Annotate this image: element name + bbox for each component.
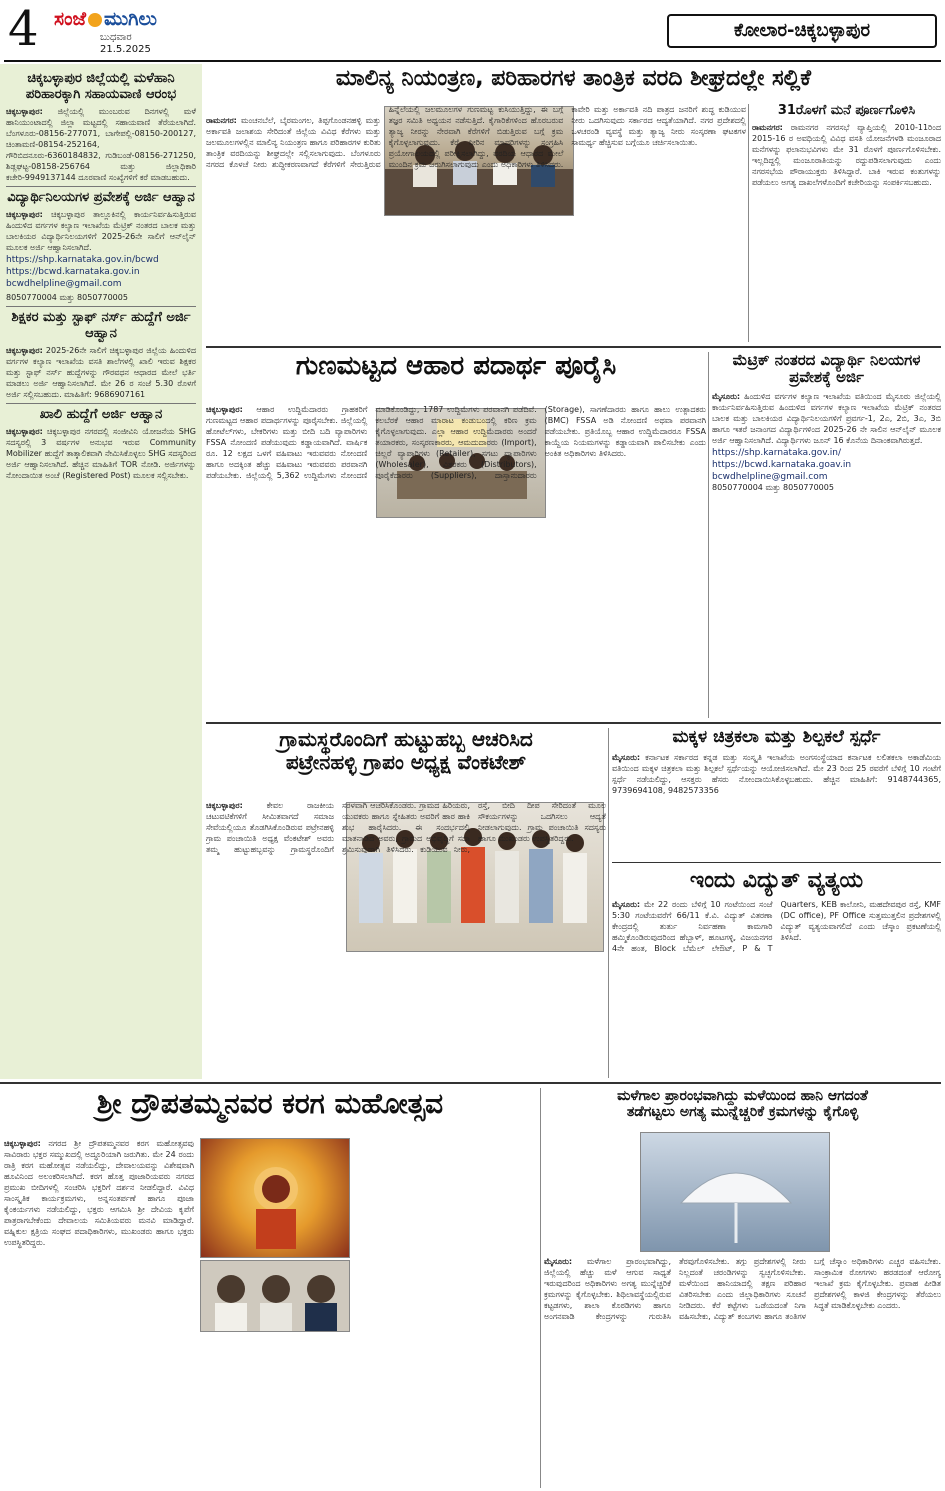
rain-body bbox=[544, 1256, 941, 1488]
rain-headline-1: ಮಳೆಗಾಲ ಪ್ರಾರಂಭವಾಗಿದ್ದು ಮಳೆಯಿಂದ ಹಾನಿ ಆಗದಂತೆ bbox=[617, 1088, 868, 1104]
deity-image bbox=[201, 1139, 350, 1258]
article-text: ರಾಮನಗರ ನಗರಸಭೆ ವ್ಯಾಪ್ತಿಯಲ್ಲಿ 2010-11ರಿಂದ 2015-16 ರ ಅವಧಿಯಲ್ಲಿ ವಿವಿಧ ವಸತಿ ಯೋಜನೆಗಳಡಿ ಮಂಜೂರಾದ ಮನೆಗಳನ್ನು ಫಲಾನುಭವಿಗಳು ಮೇ 31 ರೊಳಗೆ ಪೂರ್ಣಗೊಳಿಸಬೇಕು. ಇಲ್ಲದಿದ್ದಲ್ಲಿ ಮಂಜೂರಾತಿಯನ್ನು ರದ್ದುಪಡಿಸಲಾಗುವುದು ಎಂದು ನಗರಸಭೆಯ ಪೌರಾಯುಕ್ತರು ತಿಳಿಸಿದ್ದಾರೆ. ಬಾಕಿ ಇರುವ ಕಂತುಗಳನ್ನು ಪಡೆಯಲು ಅಗತ್ಯ ದಾಖಲೆಗಳೊಂದಿಗೆ ಕಚೇರಿಯನ್ನು ಸಂಪರ್ಕಿಸಬಹುದು. bbox=[752, 122, 941, 187]
column-divider bbox=[540, 1088, 541, 1488]
left-sidebar bbox=[0, 64, 202, 1079]
section-rule bbox=[0, 1082, 941, 1084]
postmatric-headline: ಮೆಟ್ರಿಕ್ ನಂತರದ ವಿದ್ಯಾರ್ಥಿ ನಿಲಯಗಳ ಪ್ರವೇಶಕ್ಕೆ ಅರ್ಜಿ bbox=[732, 352, 921, 387]
dateline: ರಾಮನಗರ: bbox=[206, 116, 237, 125]
masthead bbox=[4, 2, 941, 60]
section-title: ಕೋಲಾರ-ಚಿಕ್ಕಬಳ್ಳಾಪುರ bbox=[667, 14, 937, 48]
sidebar-vacancy-body bbox=[6, 426, 196, 481]
food-article bbox=[206, 352, 706, 718]
hostel-email[interactable]: bcwdhelpline@gmail.com bbox=[6, 279, 122, 289]
village-body bbox=[206, 800, 606, 1078]
dateline: ಮೈಸೂರು: bbox=[544, 1257, 573, 1266]
dateline: ಚಿಕ್ಕಬಳ್ಳಾಪುರ: bbox=[206, 405, 243, 414]
dateline: ಚಿಕ್ಕಬಳ್ಳಾಪುರ: bbox=[4, 1139, 41, 1148]
sidebar-hostel-body bbox=[6, 209, 196, 253]
housing-article bbox=[752, 104, 941, 342]
art-body bbox=[612, 752, 941, 796]
sidebar-nurse-title: ಶಿಕ್ಷಕರ ಮತ್ತು ಸ್ಟಾಫ್ ನರ್ಸ್ ಹುದ್ದೆಗೆ ಅರ್ಜಿ ಆಹ್ವಾನ bbox=[11, 310, 191, 341]
festival-article bbox=[4, 1088, 536, 1488]
divider bbox=[6, 403, 196, 404]
article-text: ಹಿಂದುಳಿದ ವರ್ಗಗಳ ಕಲ್ಯಾಣ ಇಲಾಖೆಯ ವತಿಯಿಂದ ಮೈಸೂರು ಜಿಲ್ಲೆಯಲ್ಲಿ ಕಾರ್ಯನಿರ್ವಹಿಸುತ್ತಿರುವ ಹಿಂದುಳಿದ ವರ್ಗಗಳ ಕಲ್ಯಾಣ ಇಲಾಖೆಯ ಮೆಟ್ರಿಕ್ ನಂತರದ ಬಾಲಕ ಮತ್ತು ಬಾಲಕಿಯರ ವಿದ್ಯಾರ್ಥಿನಿಲಯಗಳಿಗೆ ಪ್ರವರ್ಗ-1, 2ಎ, 2ಬಿ, 3ಎ, 3ಬಿ ಹಾಗೂ ಇತರೆ ಜನಾಂಗದ ವಿದ್ಯಾರ್ಥಿಗಳಿಂದ 2025-26 ನೇ ಸಾಲಿನ ಆನ್‌ಲೈನ್ ಮೂಲಕ ಅರ್ಜಿ ಆಹ್ವಾನಿಸಲಾಗಿದೆ. ವಿದ್ಯಾರ್ಥಿಗಳು ಜೂನ್ 16 ಕೊನೆಯ ದಿನಾಂಕವಾಗಿರುತ್ತದೆ. bbox=[712, 391, 941, 445]
article-text: ಚಿಕ್ಕಬಳ್ಳಾಪುರ ತಾಲ್ಲೂಕಿನಲ್ಲಿ ಕಾರ್ಯನಿರ್ವಹಿಸುತ್ತಿರುವ ಹಿಂದುಳಿದ ವರ್ಗಗಳ ಕಲ್ಯಾಣ ಇಲಾಖೆಯ ಮೆಟ್ರಿಕ್ ನಂತರದ ಬಾಲಕ ಮತ್ತು ಬಾಲಕಿಯರ ವಿದ್ಯಾರ್ಥಿನಿಲಯಗಳಿಗೆ 2025-26ನೇ ಸಾಲಿಗೆ ಆನ್‌ಲೈನ್ ಮೂಲಕ ಅರ್ಜಿ ಆಹ್ವಾನಿಸಲಾಗಿದೆ. bbox=[6, 210, 196, 252]
dateline: ಚಿಕ್ಕಬಳ್ಳಾಪುರ: bbox=[6, 346, 43, 355]
village-headline-1: ಗ್ರಾಮಸ್ಥರೊಂದಿಗೆ ಹುಟ್ಟುಹಬ್ಬ ಆಚರಿಸಿದ bbox=[279, 728, 533, 751]
postmatric-article bbox=[712, 352, 941, 718]
column-divider bbox=[748, 104, 749, 342]
dateline: ಮೈಸೂರು: bbox=[612, 900, 641, 910]
brand-part-1: ಸಂಜೆ bbox=[54, 8, 87, 30]
art-headline: ಮಕ್ಕಳ ಚಿತ್ರಕಲಾ ಮತ್ತು ಶಿಲ್ಪಕಲೆ ಸ್ಪರ್ಧೆ bbox=[672, 728, 881, 747]
lead-headline-box bbox=[206, 66, 941, 102]
divider bbox=[6, 186, 196, 187]
rain-photo bbox=[640, 1132, 830, 1252]
article-text: ಕರ್ನಾಟಕ ಸರ್ಕಾರದ ಕನ್ನಡ ಮತ್ತು ಸಂಸ್ಕೃತಿ ಇಲಾಖೆಯ ಅಂಗಸಂಸ್ಥೆಯಾದ ಕರ್ನಾಟಕ ಲಲಿತಕಲಾ ಅಕಾಡೆಮಿಯ ವತಿಯಿಂದ ಮಕ್ಕಳ ಚಿತ್ರಕಲಾ ಮತ್ತು ಶಿಲ್ಪಕಲೆ ಸ್ಪರ್ಧೆಯನ್ನು ಆಯೋಜಿಸಲಾಗಿದೆ. ಮೇ 23 ರಿಂದ 25 ರವರೆಗೆ ಬೆಳಿಗ್ಗೆ 10 ಗಂಟೆಗೆ ಸ್ಪರ್ಧೆ ನಡೆಯಲಿದ್ದು, ಆಸಕ್ತರು ಹೆಸರು ನೋಂದಾಯಿಸಿಕೊಳ್ಳಬಹುದು. ಹೆಚ್ಚಿನ ಮಾಹಿತಿಗೆ: 9148744365, 9739694108, 9482573356 bbox=[612, 752, 941, 795]
article-text: ನಗರದ ಶ್ರೀ ದ್ರೌಪತಮ್ಮನವರ ಕರಗ ಮಹೋತ್ಸವವು ಸಾವಿರಾರು ಭಕ್ತರ ಸಮ್ಮುಖದಲ್ಲಿ ಅದ್ಧೂರಿಯಾಗಿ ಜರುಗಿತು. ಮೇ 24 ರಂದು ರಾತ್ರಿ ಕರಗ ಮಹೋತ್ಸವ ನಡೆಯಲಿದ್ದು, ದೇವಾಲಯವನ್ನು ವಿಶೇಷವಾಗಿ ಹೂವಿನಿಂದ ಅಲಂಕರಿಸಲಾಗಿದೆ. ಕರಗ ಹೊತ್ತ ಪೂಜಾರಿಯವರು ನಗರದ ಪ್ರಮುಖ ಬೀದಿಗಳಲ್ಲಿ ಸಂಚರಿಸಿ ಭಕ್ತರಿಗೆ ದರ್ಶನ ನೀಡಲಿದ್ದಾರೆ. ವಿವಿಧ ಸಾಂಸ್ಕೃತಿಕ ಕಾರ್ಯಕ್ರಮಗಳು, ಅನ್ನಸಂತರ್ಪಣೆ ಹಾಗೂ ಪೂಜಾ ಕೈಂಕರ್ಯಗಳು ನಡೆಯಲಿದ್ದು, ಭಕ್ತರು ಆಗಮಿಸಿ ಶ್ರೀ ದೇವಿಯ ಕೃಪೆಗೆ ಪಾತ್ರರಾಗಬೇಕೆಂದು ದೇವಾಲಯ ಸಮಿತಿಯವರು ಮನವಿ ಮಾಡಿದ್ದಾರೆ. ವಹ್ನಿಕುಲ ಕ್ಷತ್ರಿಯ ಸಂಘದ ಪದಾಧಿಕಾರಿಗಳು, ಮುಖಂಡರು ಹಾಗೂ ಭಕ್ತರು ಉಪಸ್ಥಿತರಿದ್ದರು. bbox=[4, 1139, 195, 1247]
column-divider bbox=[608, 728, 609, 1078]
housing-headline: 31ರೊಳಗೆ ಮನೆ ಪೂರ್ಣಗೊಳಿಸಿ bbox=[777, 104, 916, 118]
postmatric-email[interactable]: bcwdhelpline@gmail.com bbox=[712, 471, 828, 482]
sidebar-helpline-body bbox=[6, 106, 196, 183]
article-text: ಕೇವಲ ರಾಜಕೀಯ ಚಟುವಟಿಕೆಗಳಿಗೆ ಸೀಮಿತವಾಗದೆ ಸಮಾಜ ಸೇವೆಯಲ್ಲಿಯೂ ತೊಡಗಿಸಿಕೊಂಡಿರುವ ಪಟ್ರೇನಹಳ್ಳಿ ಗ್ರಾಮ ಪಂಚಾಯಿತಿ ಅಧ್ಯಕ್ಷ ವೆಂಕಟೇಶ್ ಅವರು ತಮ್ಮ ಹುಟ್ಟುಹಬ್ಬವನ್ನು ಗ್ರಾಮಸ್ಥರೊಂದಿಗೆ ಸರಳವಾಗಿ ಆಚರಿಸಿಕೊಂಡರು. ಗ್ರಾಮದ ಹಿರಿಯರು, ಯುವಕರು ಹಾಗೂ ಸ್ನೇಹಿತರು ಅವರಿಗೆ ಹಾರ ಹಾಕಿ ಶುಭ ಹಾರೈಸಿದರು. ಈ ಸಂದರ್ಭದಲ್ಲಿ ಮಾತನಾಡಿದ ಅವರು, ಗ್ರಾಮದ ಅಭಿವೃದ್ಧಿಗೆ ಸದಾ ಶ್ರಮಿಸುವುದಾಗಿ ತಿಳಿಸಿದರು. ಕುಡಿಯುವ ನೀರು, ರಸ್ತೆ, ಬೀದಿ ದೀಪ ಸೇರಿದಂತೆ ಮೂಲ ಸೌಕರ್ಯಗಳನ್ನು ಒದಗಿಸಲು ಆದ್ಯತೆ ನೀಡಲಾಗುವುದು. ಗ್ರಾಮ ಪಂಚಾಯಿತಿ ಸದಸ್ಯರು ಹಾಗೂ ಮುಖಂಡರು ಉಪಸ್ಥಿತರಿದ್ದರು. bbox=[206, 801, 606, 854]
dateline: ಮೈಸೂರು: bbox=[712, 391, 741, 401]
article-text: ಮಳೆಗಾಲ ಪ್ರಾರಂಭವಾಗಿದ್ದು, ಜಿಲ್ಲೆಯಲ್ಲಿ ಹೆಚ್ಚು ಮಳೆ ಆಗುವ ಸಾಧ್ಯತೆ ಇರುವುದರಿಂದ ಅಧಿಕಾರಿಗಳು ಅಗತ್ಯ ಮುನ್ನೆಚ್ಚರಿಕೆ ಕ್ರಮಗಳನ್ನು ಕೈಗೊಳ್ಳಬೇಕು. ಶಿಥಿಲಾವಸ್ಥೆಯಲ್ಲಿರುವ ಕಟ್ಟಡಗಳು, ಶಾಲಾ ಕೊಠಡಿಗಳು ಹಾಗೂ ಅಂಗನವಾಡಿ ಕೇಂದ್ರಗಳನ್ನು ಗುರುತಿಸಿ ತೆರವುಗೊಳಿಸಬೇಕು. ತಗ್ಗು ಪ್ರದೇಶಗಳಲ್ಲಿ ನೀರು ನಿಲ್ಲದಂತೆ ಚರಂಡಿಗಳನ್ನು ಸ್ವಚ್ಛಗೊಳಿಸಬೇಕು. ಮಳೆಯಿಂದ ಹಾನಿಯಾದಲ್ಲಿ ತಕ್ಷಣ ಪರಿಹಾರ ವಿತರಿಸಬೇಕು ಎಂದು ಜಿಲ್ಲಾಧಿಕಾರಿಗಳು ಸೂಚನೆ ನೀಡಿದರು. ಕೆರೆ ಕಟ್ಟೆಗಳು ಒಡೆಯದಂತೆ ನಿಗಾ ವಹಿಸಬೇಕು, ವಿದ್ಯುತ್ ಕಂಬಗಳು ಹಾಗೂ ತಂತಿಗಳ ಬಗ್ಗೆ ಚೆಸ್ಕಾಂ ಅಧಿಕಾರಿಗಳು ಎಚ್ಚರ ವಹಿಸಬೇಕು. ಸಾಂಕ್ರಾಮಿಕ ರೋಗಗಳು ಹರಡದಂತೆ ಆರೋಗ್ಯ ಇಲಾಖೆ ಕ್ರಮ ಕೈಗೊಳ್ಳಬೇಕು. ಪ್ರವಾಹ ಪೀಡಿತ ಪ್ರದೇಶಗಳಲ್ಲಿ ಕಾಳಜಿ ಕೇಂದ್ರಗಳನ್ನು ತೆರೆಯಲು ಸಿದ್ಧತೆ ಮಾಡಿಕೊಳ್ಳಬೇಕು ಎಂದರು. bbox=[544, 1257, 941, 1321]
sidebar-nurse-body bbox=[6, 345, 196, 400]
page-number: 4 bbox=[8, 1, 39, 57]
rain-headline-2: ತಡೆಗಟ್ಟಲು ಅಗತ್ಯ ಮುನ್ನೆಚ್ಚರಿಕೆ ಕ್ರಮಗಳನ್ನು ಕೈಗೊಳ್ಳಿ bbox=[626, 1104, 859, 1121]
brand-part-2: ಮುಗಿಲು bbox=[104, 8, 157, 30]
housing-body bbox=[752, 122, 941, 188]
divider bbox=[6, 306, 196, 307]
sidebar-hostel-title: ವಿದ್ಯಾರ್ಥಿನಿಲಯಗಳ ಪ್ರವೇಶಕ್ಕೆ ಅರ್ಜಿ ಆಹ್ವಾನ bbox=[7, 190, 195, 205]
power-article bbox=[612, 868, 941, 1078]
article-text: ಮೇ 22 ರಂದು ಬೆಳಿಗ್ಗೆ 10 ಗಂಟೆಯಿಂದ ಸಂಜೆ 5:30 ಗಂಟೆಯವರೆಗೆ 66/11 ಕೆ.ವಿ. ವಿದ್ಯುತ್ ವಿತರಣಾ ಕೇಂದ್ರದಲ್ಲಿ ತುರ್ತು ನಿರ್ವಹಣಾ ಕಾಮಗಾರಿ ಹಮ್ಮಿಕೊಂಡಿರುವುದರಿಂದ ಹೆಬ್ಬಾಳ್, ಹೂಟಗಳ್ಳಿ, ವಿಜಯನಗರ 4ನೇ ಹಂತ, Block ಬೆಮೆಲ್ ಲೇಔಟ್, P & T Quarters, KEB ಕಾಲೋನಿ, ಮಹದೇವಪುರ ರಸ್ತೆ, KMF (DC office), PF Office ಸುತ್ತಮುತ್ತಲಿನ ಪ್ರದೇಶಗಳಲ್ಲಿ ವಿದ್ಯುತ್ ವ್ಯತ್ಯಯವಾಗಲಿದೆ ಎಂದು ಚೆಸ್ಕಾಂ ಪ್ರಕಟಣೆಯಲ್ಲಿ ತಿಳಿಸಿದೆ. bbox=[612, 900, 941, 954]
article-text: ಚಿಕ್ಕಬಳ್ಳಾಪುರ ನಗರದಲ್ಲಿ ಸಂಜೀವಿನಿ ಯೋಜನೆಯ SHG ಸದಸ್ಯರಲ್ಲಿ 3 ವರ್ಷಗಳ ಅನುಭವ ಇರುವ Community Mobilizer ಹುದ್ದೆಗೆ ತಾತ್ಕಾಲಿಕವಾಗಿ ನೇಮಿಸಿಕೊಳ್ಳಲು SHG ಸದಸ್ಯರಿಂದ ಅರ್ಜಿ ಆಹ್ವಾನಿಸಲಾಗಿದೆ. ಹೆಚ್ಚಿನ ಮಾಹಿತಿಗೆ TOR ನೋಡಿ. ಅರ್ಜಿಗಳನ್ನು ನೋಂದಾಯಿತ ಅಂಚೆ (Registered Post) ಮೂಲಕ ಸಲ್ಲಿಸಬೇಕು. bbox=[6, 427, 196, 480]
dateline: ಚಿಕ್ಕಬಳ್ಳಾಪುರ: bbox=[6, 210, 43, 219]
food-headline: ಗುಣಮಟ್ಟದ ಆಹಾರ ಪದಾರ್ಥ ಪೂರೈಸಿ bbox=[295, 352, 617, 381]
power-body bbox=[612, 899, 941, 954]
art-article bbox=[612, 728, 941, 858]
food-body bbox=[206, 404, 706, 716]
article-text: ಮಂಚನಬೆಲೆ, ಬೈರಮಂಗಲ, ತಿಪ್ಪಗೊಂಡನಹಳ್ಳಿ ಮತ್ತು ಅರ್ಕಾವತಿ ಜಲಾಶಯ ಸೇರಿದಂತೆ ಜಿಲ್ಲೆಯ ವಿವಿಧ ಕೆರೆಗಳು ಮತ್ತು ಜಲಮೂಲಗಳಲ್ಲಿನ ಮಾಲಿನ್ಯ ನಿಯಂತ್ರಣ ಹಾಗೂ ಪರಿಹಾರಗಳ ಕುರಿತು ತಾಂತ್ರಿಕ ವರದಿಯನ್ನು ಶೀಘ್ರದಲ್ಲೇ ಸಲ್ಲಿಸಲಾಗುವುದು. ಬೆಂಗಳೂರು ನಗರದ ಕೊಳಚೆ ನೀರು ಶುದ್ಧೀಕರಣವಾಗದೆ ಕೆರೆಗಳಿಗೆ ಸೇರುತ್ತಿರುವ ಹಿನ್ನೆಲೆಯಲ್ಲಿ ಜಲಮೂಲಗಳ ಗುಣಮಟ್ಟ ಕುಸಿಯುತ್ತಿದ್ದು, ಈ ಬಗ್ಗೆ ತಜ್ಞರ ಸಮಿತಿ ಅಧ್ಯಯನ ನಡೆಸುತ್ತಿದೆ. ಕೈಗಾರಿಕೆಗಳಿಂದ ಹೊರಬರುವ ತ್ಯಾಜ್ಯ ನೀರನ್ನು ನೇರವಾಗಿ ಕೆರೆಗಳಿಗೆ ಬಿಡುತ್ತಿರುವ ಬಗ್ಗೆ ಕ್ರಮ ಕೈಗೊಳ್ಳಲಾಗುವುದು. ಕೆರೆ ನೀರಿನ ಮಾದರಿಗಳನ್ನು ಸಂಗ್ರಹಿಸಿ ಪ್ರಯೋಗಾಲಯದಲ್ಲಿ ಪರೀಕ್ಷಿಸಲಾಗಿದ್ದು, ವರದಿಯ ಆಧಾರದ ಮೇಲೆ ಮುಂದಿನ ಕ್ರಮ ಜರುಗಿಸಲಾಗುವುದು ಎಂದು ಅಧಿಕಾರಿಗಳು ತಿಳಿಸಿದರು. ಕಾವೇರಿ ಮತ್ತು ಅರ್ಕಾವತಿ ನದಿ ಪಾತ್ರದ ಜನರಿಗೆ ಶುದ್ಧ ಕುಡಿಯುವ ನೀರು ಒದಗಿಸುವುದು ಸರ್ಕಾರದ ಆದ್ಯತೆಯಾಗಿದೆ. ನಗರ ಪ್ರದೇಶದಲ್ಲಿ ಒಳಚರಂಡಿ ವ್ಯವಸ್ಥೆ ಮತ್ತು ತ್ಯಾಜ್ಯ ನೀರು ಸಂಸ್ಕರಣಾ ಘಟಕಗಳ ಸಾಮರ್ಥ್ಯ ಹೆಚ್ಚಿಸುವ ಬಗ್ಗೆಯೂ ಚರ್ಚಿಸಲಾಯಿತು. bbox=[206, 105, 746, 169]
power-headline: ಇಂದು ವಿದ್ಯುತ್ ವ್ಯತ್ಯಯ bbox=[689, 868, 864, 893]
village-headline-2: ಪಟ್ರೇನಹಳ್ಳಿ ಗ್ರಾಪಂ ಅಧ್ಯಕ್ಷ ವೆಂಕಟೇಶ್ bbox=[285, 750, 527, 774]
section-rule bbox=[612, 862, 941, 863]
dateline: ಮೈಸೂರು: bbox=[612, 752, 641, 762]
postmatric-link-2[interactable]: https://bcwd.karnataka.goav.in bbox=[712, 459, 852, 470]
article-text: ಆಹಾರ ಉದ್ದಿಮೆದಾರರು ಗ್ರಾಹಕರಿಗೆ ಗುಣಮಟ್ಟದ ಆಹಾರ ಪದಾರ್ಥಗಳನ್ನು ಪೂರೈಸಬೇಕು. ಜಿಲ್ಲೆಯಲ್ಲಿ ಹೋಟೆಲ್‌ಗಳು, ಬೇಕರಿಗಳು ಮತ್ತು ಬೀದಿ ಬದಿ ವ್ಯಾಪಾರಿಗಳು FSSA ನೋಂದಣಿ ಪಡೆಯುವುದು ಕಡ್ಡಾಯವಾಗಿದೆ. ವಾರ್ಷಿಕ ರೂ. 12 ಲಕ್ಷದ ಒಳಗೆ ವಹಿವಾಟು ಇರುವವರು ನೋಂದಣಿ ಹಾಗೂ ಅದಕ್ಕಿಂತ ಹೆಚ್ಚು ವಹಿವಾಟು ಇರುವವರು ಪರವಾನಗಿ ಪಡೆಯಬೇಕು. ಜಿಲ್ಲೆಯಲ್ಲಿ 5,362 ಉದ್ದಿಮೆಗಳು ನೋಂದಣಿ ಮಾಡಿಕೊಂಡಿದ್ದು, 1787 ಉದ್ದಿಮೆಗಳು ಪರವಾನಗಿ ಪಡೆದಿವೆ. ಕಲಬೆರಕೆ ಆಹಾರ ಮಾರಾಟ ಕಂಡುಬಂದಲ್ಲಿ ಕಠಿಣ ಕ್ರಮ ಕೈಗೊಳ್ಳಲಾಗುವುದು. bbox=[206, 405, 537, 480]
dateline: ಚಿಕ್ಕಬಳ್ಳಾಪುರ: bbox=[6, 107, 43, 116]
sun-icon bbox=[88, 13, 102, 27]
postmatric-link-1[interactable]: https://shp.karnataka.gov.in/ bbox=[712, 447, 841, 458]
article-text: ಜಿಲ್ಲೆಯಲ್ಲಿ ಮುಂಬರುವ ದಿನಗಳಲ್ಲಿ ಮಳೆ ಹಾನಿಯುಂಟಾದಲ್ಲಿ ಜಿಲ್ಲಾ ಮಟ್ಟದಲ್ಲಿ ಸಹಾಯವಾಣಿ ತೆರೆಯಲಾಗಿದೆ. ಬೆಂಗಳೂರು-08156-277071, ಬಾಗೇಪಲ್ಲಿ-08150-200127, ಚಿಂತಾಮಣಿ-08154-252164, ಗೌರಿಬಿದನೂರು-6360184832, ಗುಡಿಬಂಡೆ-08156-271250, ಶಿಡ್ಲಘಟ್ಟ-08158-256764 ಮತ್ತು ಜಿಲ್ಲಾಧಿಕಾರಿ ಕಚೇರಿ-9949137144 ದೂರವಾಣಿ ಸಂಖ್ಯೆಗಳಿಗೆ ಕರೆ ಮಾಡಬಹುದು. bbox=[6, 107, 196, 182]
festival-body-left bbox=[4, 1138, 194, 1488]
section-rule bbox=[206, 722, 941, 724]
issue-day: ಬುಧವಾರ bbox=[100, 32, 132, 43]
issue-date: 21.5.2025 bbox=[100, 44, 151, 55]
dateline: ರಾಮನಗರ: bbox=[752, 122, 783, 132]
hostel-phone: 8050770004 ಮತ್ತು 8050770005 bbox=[6, 293, 128, 302]
dignitaries-image bbox=[201, 1261, 350, 1332]
village-article bbox=[206, 728, 606, 1078]
masthead-rule bbox=[4, 60, 941, 62]
lead-headline: ಮಾಲಿನ್ಯ ನಿಯಂತ್ರಣ, ಪರಿಹಾರಗಳ ತಾಂತ್ರಿಕ ವರದಿ ಶೀಘ್ರದಲ್ಲೇ ಸಲ್ಲಿಕೆ bbox=[335, 66, 812, 91]
lead-article bbox=[206, 104, 746, 342]
postmatric-phone: 8050770004 ಮತ್ತು 8050770005 bbox=[712, 482, 834, 492]
sidebar-helpline-title: ಚಿಕ್ಕಬಳ್ಳಾಪುರ ಜಿಲ್ಲೆಯಲ್ಲಿ ಮಳೆಹಾನಿ ಪರಿಹಾರಕ್ಕಾಗಿ ಸಹಾಯವಾಣಿ ಆರಂಭ bbox=[25, 71, 177, 102]
section-rule bbox=[206, 346, 941, 348]
rain-article bbox=[544, 1088, 941, 1488]
lead-body bbox=[206, 104, 746, 342]
sidebar-vacancy-title: ಖಾಲಿ ಹುದ್ದೆಗೆ ಅರ್ಜಿ ಆಹ್ವಾನ bbox=[39, 407, 163, 422]
deity-photo bbox=[200, 1138, 350, 1258]
article-text: 2025-26ನೇ ಸಾಲಿಗೆ ಚಿಕ್ಕಬಳ್ಳಾಪುರ ಜಿಲ್ಲೆಯ ಹಿಂದುಳಿದ ವರ್ಗಗಳ ಕಲ್ಯಾಣ ಇಲಾಖೆಯ ವಸತಿ ಶಾಲೆಗಳಲ್ಲಿ ಖಾಲಿ ಇರುವ ಶಿಕ್ಷಕರ ಮತ್ತು ಸ್ಟಾಫ್ ನರ್ಸ್ ಹುದ್ದೆಗಳನ್ನು ಗೌರವಧನ ಆಧಾರದ ಮೇಲೆ ಭರ್ತಿ ಮಾಡಲು ಅರ್ಜಿ ಆಹ್ವಾನಿಸಲಾಗಿದೆ. ಮೇ 26 ರ ಸಂಜೆ 5.30 ರೊಳಗೆ ಅರ್ಜಿ ಸಲ್ಲಿಸಬಹುದು. ಮಾಹಿತಿಗೆ: 9686907161 bbox=[6, 346, 197, 399]
postmatric-body bbox=[712, 391, 941, 446]
hostel-link-2[interactable]: https://bcwd.karnataka.gov.in bbox=[6, 267, 140, 277]
dateline: ಚಿಕ್ಕಬಳ್ಳಾಪುರ: bbox=[206, 801, 243, 810]
article-text-2: ಎಲ್ಲಾ ಆಹಾರ ಉದ್ದಿಮೆದಾರರು ಅಂದರೆ ತಯಾರಕರು, ಸಂಸ್ಕರಣಕಾರರು, ಆಮದುದಾರರು (Import), ಚಿಲ್ಲರೆ ವ್ಯಾಪಾರಿಗಳು (Retailer), ಸಗಟು ವ್ಯಾಪಾರಿಗಳು (Wholesaler), ವಿತರಕರು (Distributors), ಪೂರೈಕೆದಾರರು (Suppliers), ದಾಸ್ತಾನುದಾರರು (Storage), ಸಾಗಣೆದಾರರು ಹಾಗೂ ಹಾಲು ಉತ್ಪಾದಕರು (BMC) FSSA ಅಡಿ ನೋಂದಣಿ ಅಥವಾ ಪರವಾನಗಿ ಪಡೆಯಬೇಕು. ಪ್ರತಿಯೊಬ್ಬ ಆಹಾರ ಉದ್ದಿಮೆದಾರರೂ FSSA ಕಾಯ್ದೆಯ ನಿಯಮಗಳನ್ನು ಕಡ್ಡಾಯವಾಗಿ ಪಾಲಿಸಬೇಕು ಎಂದು ಅಂಕಿತ ಅಧಿಕಾರಿಗಳು ತಿಳಿಸಿದರು. bbox=[375, 405, 706, 480]
newspaper-logo bbox=[54, 8, 157, 30]
hostel-link-1[interactable]: https://shp.karnataka.gov.in/bcwd bbox=[6, 255, 159, 265]
umbrella-image bbox=[641, 1133, 830, 1252]
column-divider bbox=[708, 352, 709, 718]
dignitaries-photo bbox=[200, 1260, 350, 1332]
festival-headline: ಶ್ರೀ ದ್ರೌಪತಮ್ಮನವರ ಕರಗ ಮಹೋತ್ಸವ bbox=[96, 1088, 444, 1120]
dateline: ಚಿಕ್ಕಬಳ್ಳಾಪುರ: bbox=[6, 427, 43, 436]
